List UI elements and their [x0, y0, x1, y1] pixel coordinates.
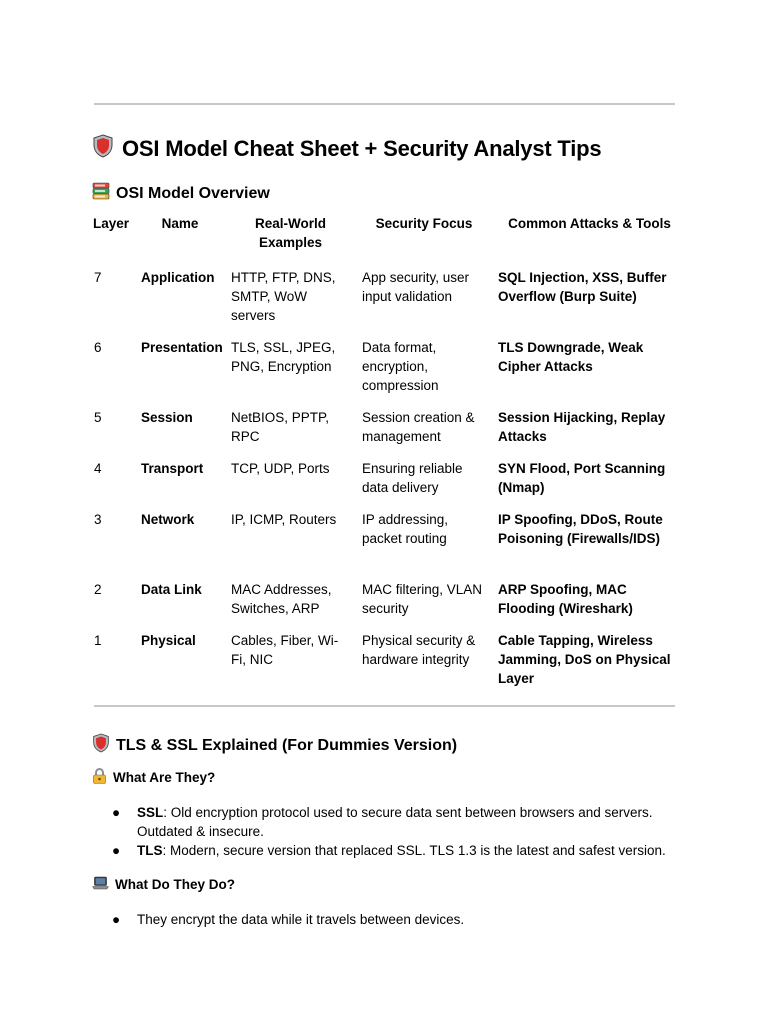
layer-security-focus: Physical security & hardware integrity	[362, 633, 476, 667]
layer-examples: Cables, Fiber, Wi-Fi, NIC	[231, 633, 339, 667]
tls-section-heading	[92, 733, 457, 758]
what-are-they-heading-text: What Are They?	[113, 770, 216, 785]
column-header-attacks: Common Attacks & Tools	[508, 216, 671, 231]
layer-examples: IP, ICMP, Routers	[231, 512, 337, 527]
what-are-they-list	[112, 803, 692, 860]
tls-term: TLS	[137, 843, 163, 858]
bullet-icon: ●	[112, 805, 121, 820]
ssl-term: SSL	[137, 805, 164, 820]
ssl-description: : Old encryption protocol used to secure data sent between browsers and servers. Outdated & insecure.	[137, 805, 653, 839]
bullet-icon: ●	[112, 843, 121, 858]
shield-icon	[92, 733, 110, 758]
layer-attacks: TLS Downgrade, Weak Cipher Attacks	[498, 340, 644, 374]
page-title-text: OSI Model Cheat Sheet + Security Analyst Tips	[122, 136, 602, 161]
what-do-they-do-heading-text: What Do They Do?	[115, 877, 235, 892]
osi-table	[87, 212, 687, 697]
table-row	[87, 576, 687, 627]
layer-examples: HTTP, FTP, DNS, SMTP, WoW servers	[231, 270, 336, 323]
layer-attacks: Session Hijacking, Replay Attacks	[498, 410, 666, 444]
books-icon	[92, 182, 110, 205]
layer-number: 2	[94, 582, 102, 597]
layer-number: 7	[94, 270, 102, 285]
column-header-examples: Real-World Examples	[254, 216, 326, 250]
osi-overview-heading-text: OSI Model Overview	[116, 184, 270, 202]
page-title	[92, 134, 601, 164]
layer-number: 4	[94, 461, 102, 476]
layer-examples: TCP, UDP, Ports	[231, 461, 330, 476]
table-row	[87, 627, 687, 697]
table-row	[87, 334, 687, 404]
table-row	[87, 506, 687, 576]
table-row	[87, 404, 687, 455]
layer-attacks: SYN Flood, Port Scanning (Nmap)	[498, 461, 666, 495]
osi-overview-heading	[92, 182, 270, 205]
tls-section-heading-text: TLS & SSL Explained (For Dummies Version)	[116, 736, 458, 754]
shield-icon	[92, 134, 114, 164]
layer-number: 1	[94, 633, 102, 648]
list-item	[112, 803, 692, 841]
layer-number: 3	[94, 512, 102, 527]
layer-name: Network	[141, 512, 195, 527]
layer-name: Physical	[141, 633, 196, 648]
layer-security-focus: IP addressing, packet routing	[362, 512, 449, 546]
layer-name: Transport	[141, 461, 204, 476]
what-are-they-heading	[92, 768, 215, 787]
laptop-icon	[92, 876, 109, 893]
layer-name: Data Link	[141, 582, 202, 597]
layer-attacks: IP Spoofing, DDoS, Route Poisoning (Firewalls/IDS)	[498, 512, 663, 546]
layer-name: Application	[141, 270, 215, 285]
layer-security-focus: App security, user input validation	[362, 270, 470, 304]
column-header-name: Name	[161, 216, 199, 231]
lock-icon	[92, 768, 107, 787]
list-item-text: They encrypt the data while it travels between devices.	[137, 912, 465, 927]
column-header-layer: Layer	[93, 216, 130, 231]
layer-name: Session	[141, 410, 193, 425]
tls-description: : Modern, secure version that replaced SSL. TLS 1.3 is the latest and safest version.	[162, 843, 666, 858]
layer-number: 6	[94, 340, 102, 355]
bullet-icon: ●	[112, 912, 121, 927]
layer-security-focus: Ensuring reliable data delivery	[362, 461, 463, 495]
top-divider	[94, 103, 675, 105]
layer-attacks: SQL Injection, XSS, Buffer Overflow (Burp Suite)	[498, 270, 667, 304]
layer-attacks: ARP Spoofing, MAC Flooding (Wireshark)	[498, 582, 633, 616]
layer-examples: MAC Addresses, Switches, ARP	[231, 582, 332, 616]
layer-security-focus: Data format, encryption, compression	[362, 340, 439, 393]
what-do-they-do-heading	[92, 876, 235, 893]
layer-examples: NetBIOS, PPTP, RPC	[231, 410, 330, 444]
list-item	[112, 841, 692, 860]
table-header-row	[87, 212, 687, 264]
table-row	[87, 455, 687, 506]
table-row	[87, 264, 687, 334]
what-do-they-do-list	[112, 910, 692, 929]
layer-name: Presentation	[141, 340, 223, 355]
layer-security-focus: MAC filtering, VLAN security	[362, 582, 483, 616]
layer-attacks: Cable Tapping, Wireless Jamming, DoS on Physical Layer	[498, 633, 671, 686]
layer-number: 5	[94, 410, 102, 425]
list-item	[112, 910, 692, 929]
column-header-security-focus: Security Focus	[375, 216, 473, 231]
section-divider	[94, 705, 675, 707]
layer-examples: TLS, SSL, JPEG, PNG, Encryption	[231, 340, 336, 374]
layer-security-focus: Session creation & management	[362, 410, 475, 444]
